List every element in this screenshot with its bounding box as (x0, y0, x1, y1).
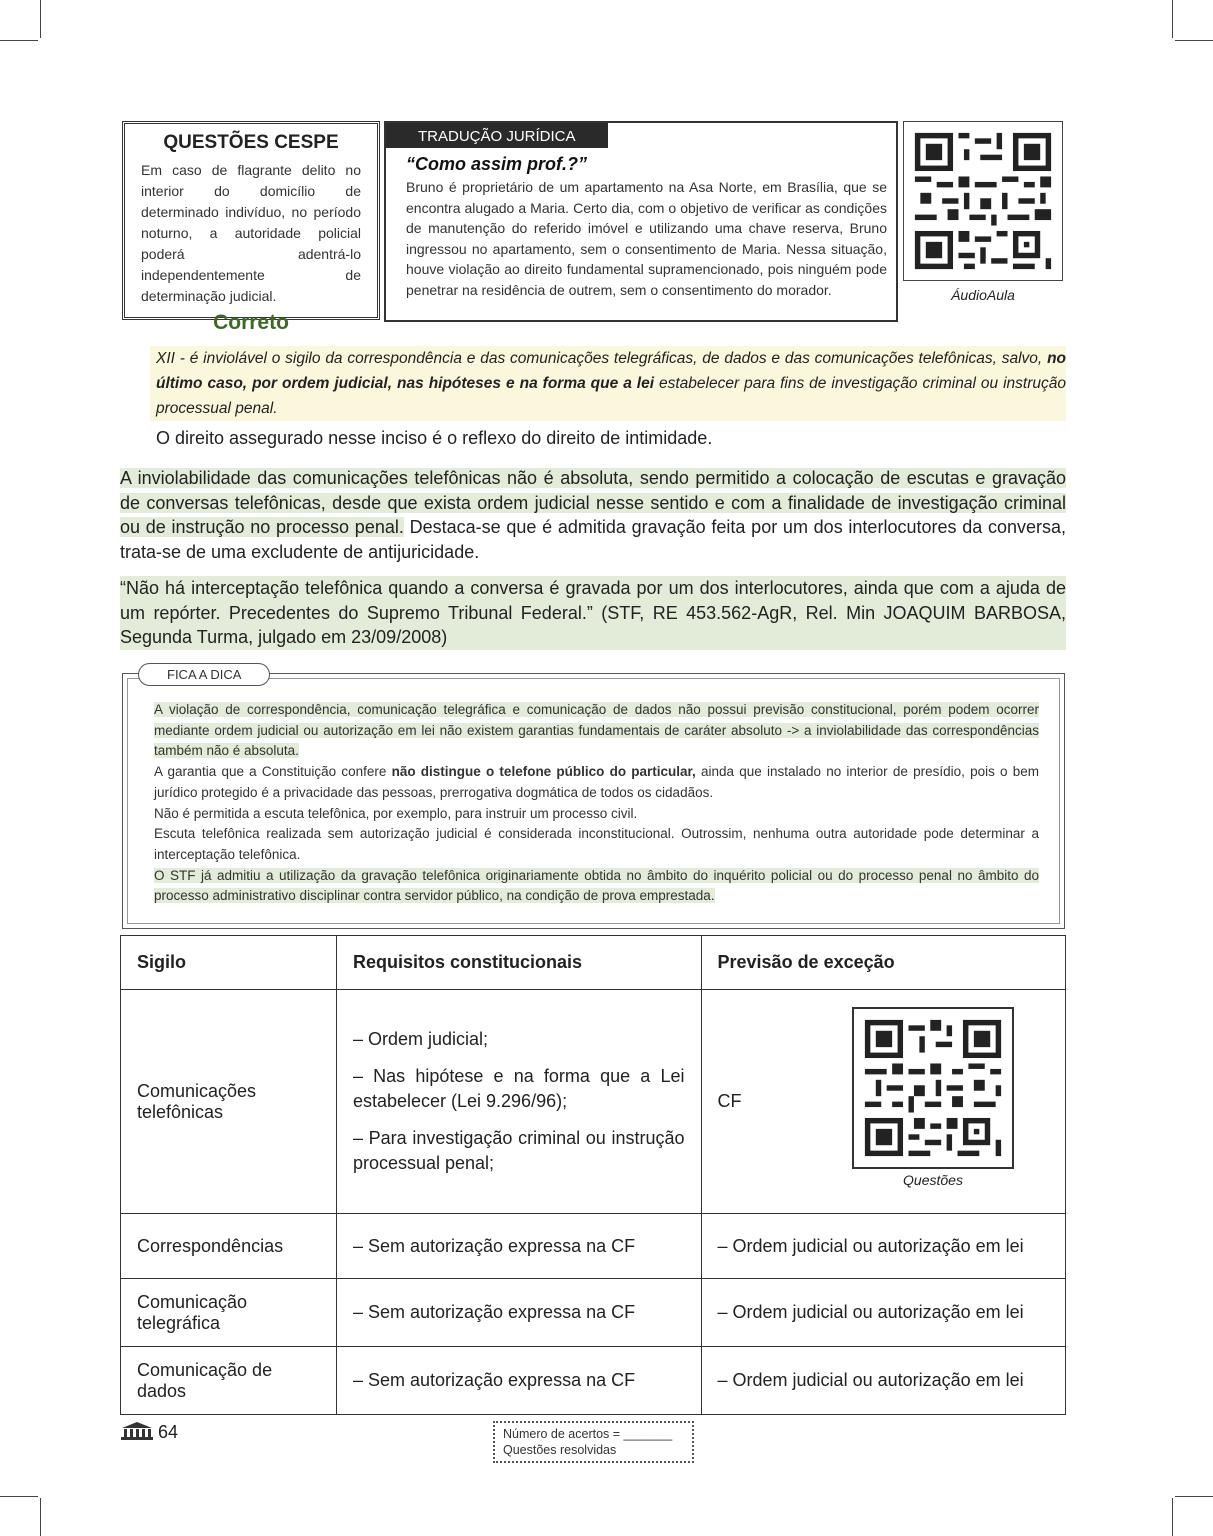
traducao-tag: TRADUÇÃO JURÍDICA (386, 123, 608, 148)
cell-sigilo: Correspondências (121, 1214, 337, 1279)
audio-qr-code[interactable] (903, 121, 1063, 281)
crop-mark (1172, 1498, 1173, 1536)
acertos-line1: Número de acertos = _______ (503, 1427, 673, 1441)
dica-p3: Não é permitida a escuta telefônica, por exemplo, para instruir um processo civil. (154, 805, 638, 821)
header-sigilo: Sigilo (121, 936, 337, 990)
page-number-text: 64 (158, 1422, 179, 1442)
audio-caption: ÁudioAula (951, 287, 1015, 303)
cespe-title: QUESTÕES CESPE (163, 132, 339, 153)
paragraph-inviolabilidade (120, 466, 1066, 564)
dica-p1: A violação de correspondência, comunicação telegráfica e comunicação de dados não possui previsão constitucional, porém podem ocorrer mediante ordem judicial ou autorização em lei não existem garantias fundamentais de caráter absoluto -> a inviolabilidade das correspondências também não é absoluta. (154, 702, 1039, 759)
law-part1: XII - é inviolável o sigilo da correspondência e das comunicações telegráficas, de dados e das comunicações telefônicas, salvo, (156, 350, 1048, 367)
crop-mark (1175, 1496, 1213, 1497)
dica-p4: Escuta telefônica realizada sem autorização judicial é considerada inconstitucional. Outrossim, nenhuma outra autoridade pode determinar a interceptação telefônica. (154, 826, 1039, 862)
traducao-text: Bruno é proprietário de um apartamento na Asa Norte, em Brasília, que se encontra alugado a Maria. Certo dia, com o objetivo de verificar as condições de manutenção do referido imóvel e utilizando uma chave reserva, Bruno ingressou no apartamento, sem o consentimento de Maria. Nessa situação, houve violação ao direito fundamental supramencionado, pois ninguém pode penetrar na residência de outrem, sem o consentimento do morador. (406, 179, 887, 298)
cell-excecao: – Ordem judicial ou autorização em lei (701, 1214, 1065, 1279)
cell-requisitos: – Sem autorização expressa na CF (336, 1214, 701, 1279)
crop-mark (1175, 40, 1213, 41)
law-bold: no último caso, por ordem judicial, nas hipóteses e na forma que a lei (156, 350, 1066, 392)
table-header-row (121, 936, 1066, 990)
dica-tab: FICA A DICA (138, 663, 270, 686)
traducao-question: “Como assim prof.?” (406, 154, 588, 174)
paragraph-highlight: A inviolabilidade das comunicações telefônicas não é absoluta, sendo permitido a colocação de escutas e gravação de conversas telefônicas, desde que exista ordem judicial nesse sentido e com a finalidade de investigação criminal ou de instrução no processo penal. (120, 468, 1066, 537)
acertos-box (493, 1421, 694, 1463)
dica-body (154, 700, 1039, 907)
cell-excecao: CF (701, 990, 1065, 1214)
cespe-text: Em caso de flagrante delito no interior do domicílio de determinado indivíduo, no período noturno, a autoridade policial poderá adentrá-lo independentemente de determinação judicial. (141, 162, 361, 304)
cespe-box (122, 121, 380, 334)
cell-requisitos: – Sem autorização expressa na CF (336, 1347, 701, 1415)
qr-code-icon (904, 122, 1062, 280)
institution-icon (120, 1422, 154, 1440)
header-excecao: Previsão de exceção (701, 936, 1065, 990)
table-row (121, 1347, 1066, 1415)
acertos-line2: Questões resolvidas (503, 1443, 617, 1457)
cell-excecao: – Ordem judicial ou autorização em lei (701, 1347, 1065, 1415)
crop-mark (40, 1498, 41, 1536)
crop-mark (0, 1496, 38, 1497)
questoes-qr-wrap (852, 1007, 1014, 1188)
table-row (121, 1214, 1066, 1279)
dica-p2: A garantia que a Constituição confere não distingue o telefone público do particular, ainda que instalado no interior de presídio, pois o bem jurídico protegido é a privacidade das pessoas, prerrogativa dogmática de todos os cidadãos. (154, 764, 1040, 800)
crop-mark (0, 40, 38, 41)
table-row (121, 1279, 1066, 1347)
cell-requisitos: – Ordem judicial; – Nas hipótese e na forma que a Lei estabelecer (Lei 9.296/96); – Para investigação criminal ou instrução processual penal; (336, 990, 701, 1214)
crop-mark (1172, 0, 1173, 38)
paragraph-rest: Destaca-se que é admitida gravação feita por um dos interlocutores da conversa, trata-se de uma excludente de antijuricidade. (120, 517, 1067, 562)
paragraph-stf-quote: “Não há interceptação telefônica quando a conversa é gravada por um dos interlocutores, ainda que com a ajuda de um repórter. Precedentes do Supremo Tribunal Federal.” (STF, RE 453.562-AgR, Rel. Min JOAQUIM BARBOSA, Segunda Turma, julgado em 23/09/2008) (120, 576, 1066, 650)
questoes-caption: Questões (903, 1172, 963, 1188)
cell-sigilo: Comunicação de dados (121, 1347, 337, 1415)
law-text (150, 346, 1066, 421)
law-part2: estabelecer para fins de investigação criminal ou instrução processual penal. (156, 375, 1066, 417)
dica-p5: O STF já admitiu a utilização da gravação telefônica originariamente obtida no âmbito do inquérito policial ou do processo penal no âmbito do processo administrativo disciplinar contra servidor público, na condição de prova emprestada. (154, 867, 1039, 904)
cell-sigilo: Comunicação telegráfica (121, 1279, 337, 1347)
cespe-answer: Correto (213, 311, 289, 334)
qr-code-icon (854, 1009, 1012, 1167)
cell-excecao: – Ordem judicial ou autorização em lei (701, 1279, 1065, 1347)
paragraph-intimidade: O direito assegurado nesse inciso é o reflexo do direito de intimidade. (156, 428, 713, 448)
header-requisitos: Requisitos constitucionais (336, 936, 701, 990)
cell-requisitos: – Sem autorização expressa na CF (336, 1279, 701, 1347)
page-number (120, 1422, 178, 1443)
traducao-box (384, 121, 898, 322)
cell-sigilo: Comunicações telefônicas (121, 990, 337, 1214)
crop-mark (40, 0, 41, 38)
questoes-qr-code[interactable] (852, 1007, 1014, 1169)
